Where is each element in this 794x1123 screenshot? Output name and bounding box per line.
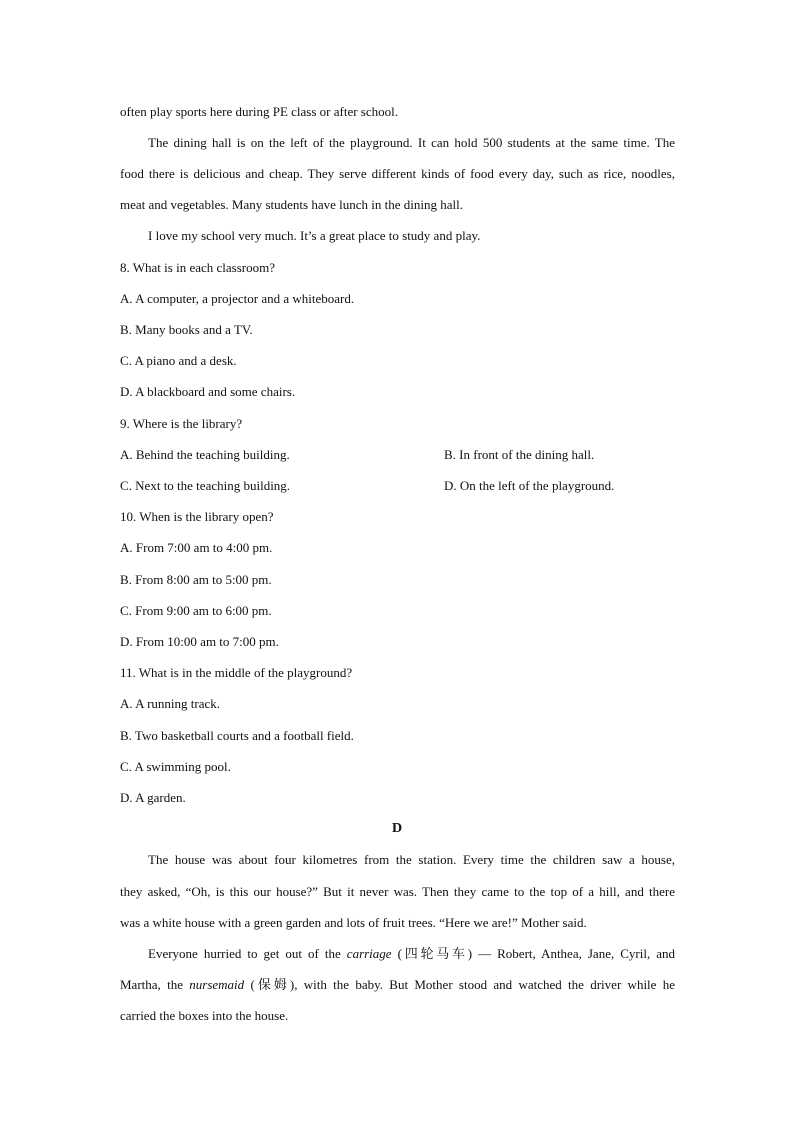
section-d-paragraph-2-line-2 [120, 977, 675, 993]
paragraph-2-line-2-text-a: Martha, the [120, 977, 190, 992]
passage-c-closing-sentence: I love my school very much. It’s a great place to study and play. [148, 228, 481, 243]
carriage-glossed-word: carriage [346, 946, 392, 961]
section-d-heading: D [391, 821, 403, 836]
question-9-option-b: B. In front of the dining hall. [444, 447, 595, 462]
question-10-option-a: A. From 7:00 am to 4:00 pm. [120, 540, 273, 555]
passage-c-dining-hall-line-2: food there is delicious and cheap. They serve different kinds of food every day, such as rice, noodles, [120, 166, 675, 181]
question-9-option-c: C. Next to the teaching building. [120, 478, 291, 493]
question-11-option-d: D. A garden. [120, 790, 186, 805]
question-10-stem: 10. When is the library open? [120, 509, 274, 524]
question-8-option-d: D. A blackboard and some chairs. [120, 384, 296, 399]
section-d-paragraph-1-line-1: The house was about four kilometres from the station. Every time the children saw a house, [148, 852, 675, 867]
paragraph-2-line-1-text-a: Everyone hurried to get out of the [148, 946, 347, 961]
passage-c-paragraph-end: often play sports here during PE class or after school. [120, 104, 398, 119]
section-d-paragraph-2-line-1 [148, 946, 675, 962]
question-9-option-a: A. Behind the teaching building. [120, 447, 290, 462]
question-8-option-a: A. A computer, a projector and a whiteboard. [120, 291, 355, 306]
question-11-option-a: A. A running track. [120, 696, 221, 711]
section-d-paragraph-1-line-3: was a white house with a green garden and lots of fruit trees. “Here we are!” Mother said. [120, 915, 587, 930]
question-11-stem: 11. What is in the middle of the playground? [120, 665, 353, 680]
question-8-option-c: C. A piano and a desk. [120, 353, 237, 368]
question-10-option-c: C. From 9:00 am to 6:00 pm. [120, 603, 272, 618]
section-d-paragraph-1-line-2: they asked, “Oh, is this our house?” But it never was. Then they came to the top of a hill, and there [120, 884, 675, 899]
nursemaid-glossed-word: nursemaid [189, 977, 245, 992]
passage-c-dining-hall-line-3: meat and vegetables. Many students have lunch in the dining hall. [120, 197, 463, 212]
section-d-paragraph-2-line-3: carried the boxes into the house. [120, 1008, 289, 1023]
question-8-stem: 8. What is in each classroom? [120, 260, 275, 275]
passage-c-dining-hall-line-1: The dining hall is on the left of the playground. It can hold 500 students at the same time. The [148, 135, 675, 150]
question-9-stem: 9. Where is the library? [120, 416, 243, 431]
question-10-option-b: B. From 8:00 am to 5:00 pm. [120, 572, 272, 587]
paragraph-2-line-2-text-b: (保姆), with the baby. But Mother stood and watched the driver while he [244, 977, 676, 992]
question-9-option-d: D. On the left of the playground. [444, 478, 615, 493]
question-8-option-b: B. Many books and a TV. [120, 322, 253, 337]
paragraph-2-line-1-text-b: (四轮马车) — Robert, Anthea, Jane, Cyril, and [391, 946, 675, 961]
question-10-option-d: D. From 10:00 am to 7:00 pm. [120, 634, 279, 649]
question-11-option-b: B. Two basketball courts and a football field. [120, 728, 354, 743]
question-11-option-c: C. A swimming pool. [120, 759, 231, 774]
